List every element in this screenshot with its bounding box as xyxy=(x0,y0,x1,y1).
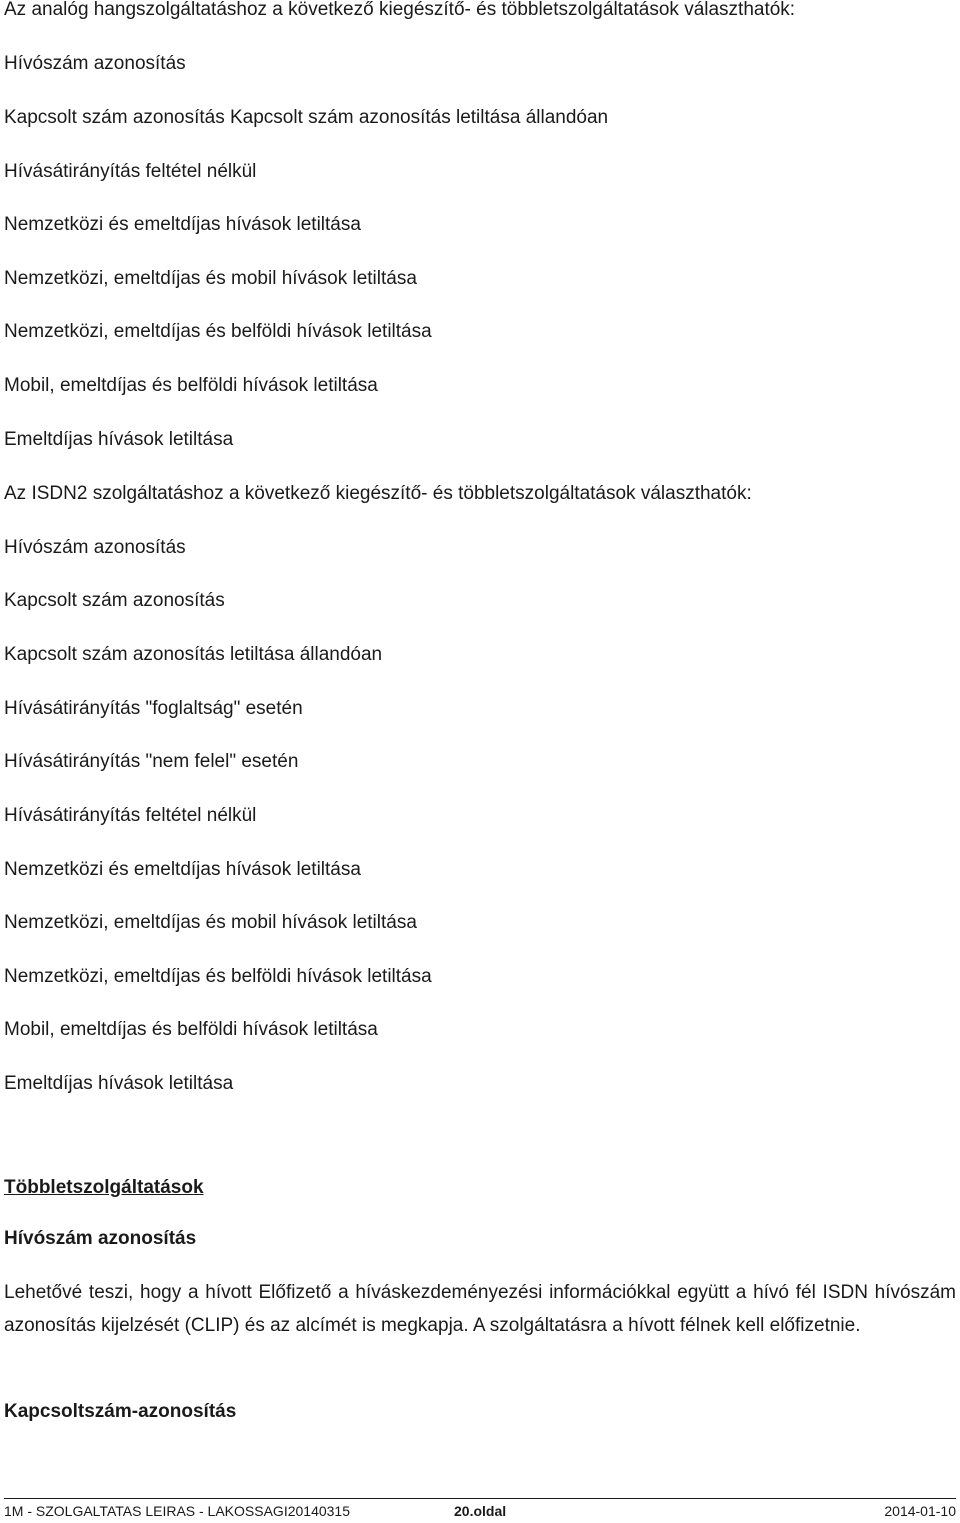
list-item: Kapcsolt szám azonosítás Kapcsolt szám azonosítás letiltása állandóan xyxy=(4,107,609,128)
list-item: Hívásátirányítás "foglaltság" esetén xyxy=(4,698,303,719)
description-paragraph: Lehetővé teszi, hogy a hívott Előfizető a híváskezdeményezési információkkal együtt a hívó fél ISDN hívószám azonosítás kijelzését (CLIP) és az alcímét is megkapja. A szolgáltatásra a hívott félnek kell előfizetnie. xyxy=(4,1282,956,1336)
list-item: Nemzetközi és emeltdíjas hívások letiltása xyxy=(4,214,361,235)
list-item: Mobil, emeltdíjas és belföldi hívások letiltása xyxy=(4,375,378,396)
footer-date: 2014-01-10 xyxy=(884,1503,956,1519)
footer-document-id: 1M - SZOLGALTATAS LEIRAS - LAKOSSAGI20140315 xyxy=(4,1503,350,1519)
list-item: Nemzetközi, emeltdíjas és mobil hívások letiltása xyxy=(4,268,417,289)
list-item: Kapcsolt szám azonosítás xyxy=(4,590,225,611)
subheading: Hívószám azonosítás xyxy=(4,1228,197,1249)
subheading: Kapcsoltszám-azonosítás xyxy=(4,1401,237,1422)
list-item: Nemzetközi, emeltdíjas és belföldi hívások letiltása xyxy=(4,966,432,987)
section1-intro: Az analóg hangszolgáltatáshoz a következő kiegészítő- és többletszolgáltatások választhatók: xyxy=(4,0,796,20)
list-item: Mobil, emeltdíjas és belföldi hívások letiltása xyxy=(4,1019,378,1040)
list-item: Hívásátirányítás "nem felel" esetén xyxy=(4,751,299,772)
list-item: Emeltdíjas hívások letiltása xyxy=(4,429,234,450)
list-item: Nemzetközi, emeltdíjas és mobil hívások letiltása xyxy=(4,912,417,933)
section-heading: Többletszolgáltatások xyxy=(4,1177,204,1198)
list-item: Nemzetközi, emeltdíjas és belföldi hívások letiltása xyxy=(4,321,432,342)
footer-page-number: 20.oldal xyxy=(454,1503,507,1519)
list-item: Hívószám azonosítás xyxy=(4,53,186,74)
list-item: Hívásátirányítás feltétel nélkül xyxy=(4,161,257,182)
list-item: Hívószám azonosítás xyxy=(4,537,186,558)
list-item: Kapcsolt szám azonosítás letiltása állandóan xyxy=(4,644,383,665)
list-item: Hívásátirányítás feltétel nélkül xyxy=(4,805,257,826)
section2-intro: Az ISDN2 szolgáltatáshoz a következő kiegészítő- és többletszolgáltatások választhatók: xyxy=(4,483,752,504)
list-item: Emeltdíjas hívások letiltása xyxy=(4,1073,234,1094)
list-item: Nemzetközi és emeltdíjas hívások letiltása xyxy=(4,859,361,880)
footer-divider xyxy=(4,1498,956,1499)
